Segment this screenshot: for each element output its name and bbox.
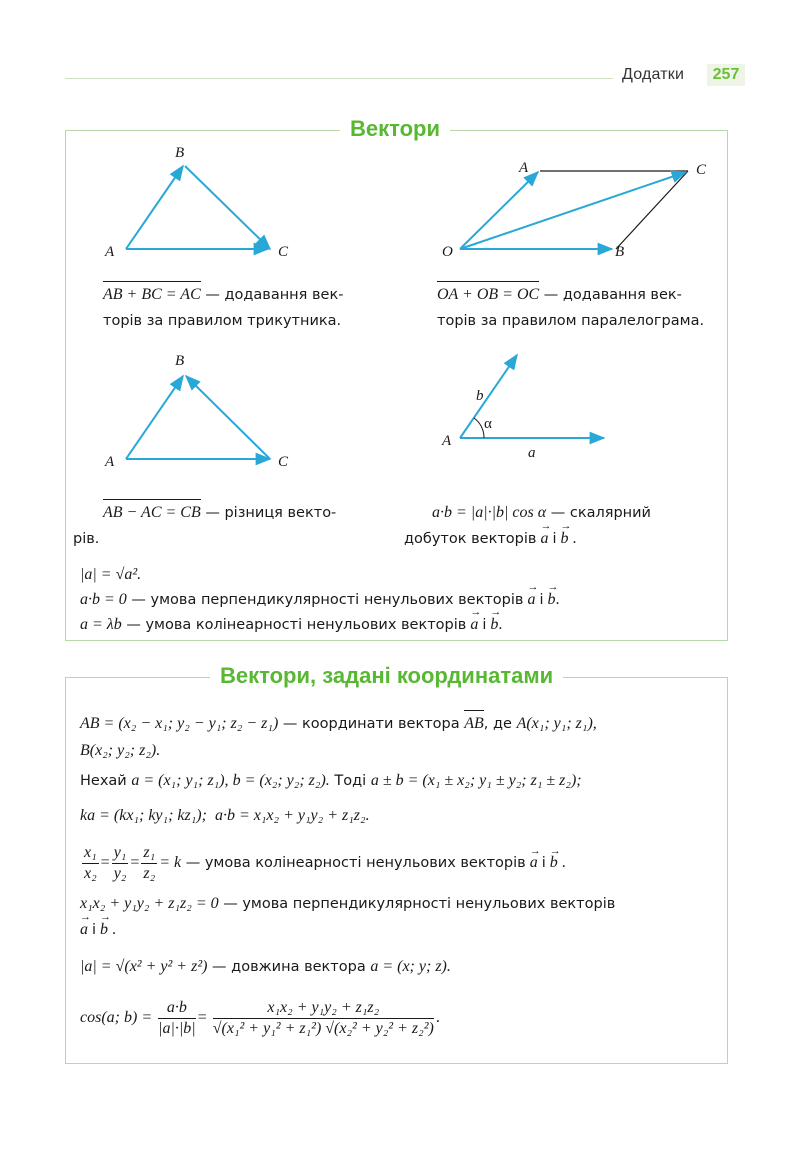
- caption-triangle-rule: AB + BC = AC — додавання век- торів за правилом трикутника.: [103, 282, 383, 334]
- page-number: 257: [707, 64, 745, 86]
- caption-difference: AB − AC = CB — різниця векто- рів.: [103, 500, 393, 552]
- header-section-title: Додатки: [622, 66, 685, 83]
- caption-dot-product: a·b = |a|·|b| cos α — скалярний добуток векторів → a і → b .: [432, 500, 722, 552]
- collinearity-condition: a = λb — умова колінеарності ненульових векторів → a і → b.: [80, 612, 720, 638]
- vector-cb: [186, 376, 270, 459]
- point-b-line: B(x₂; y₂; z₂).: [80, 742, 161, 759]
- label-c: C: [278, 244, 289, 260]
- vector-oa: [460, 172, 538, 249]
- vectors-title: Вектори: [340, 116, 450, 142]
- label-c: C: [696, 162, 707, 178]
- perpendicularity-condition: a·b = 0 — умова перпендикулярності ненульових векторів → a і → b.: [80, 587, 720, 613]
- coordinates-title: Вектори, задані координатами: [210, 663, 563, 689]
- vector-ab: [126, 166, 183, 249]
- triangle-sum-figure: [104, 145, 289, 260]
- label-b: B: [615, 244, 625, 260]
- caption-parallelogram-rule: OA + OB = OC — додавання век- торів за правилом паралелограма.: [437, 282, 727, 334]
- dot-product-figure: [441, 355, 604, 461]
- label-a: A: [519, 160, 529, 176]
- label-a: A: [442, 433, 452, 449]
- cosine-angle-line: cos(a; b) = $\frac{a\cdot b}{|a|\cdot|b|}$ = $\frac{\text{x₁x₂ + y₁y₂ + z₁z₂}}{\text{√(x₁² + y₁² + z₁²) √(x₂² + y₂² + z₂²)}}$ .: [80, 999, 440, 1037]
- sum-coordinates-line: Нехай a = (x₁; y₁; z₁), b = (x₂; y₂; z₂). Тоді a ± b = (x₁ ± x₂; y₁ ± y₂; z₁ ± z₂);: [80, 772, 582, 789]
- vector-length-formula: |a| = √a².: [80, 566, 142, 583]
- label-c: C: [278, 454, 289, 470]
- scalar-multiplication-line: ka = (kx₁; ky₁; kz₁); a·b = x₁x₂ + y₁y₂ + z₁z₂.: [80, 807, 370, 824]
- label-b: B: [175, 145, 185, 161]
- label-b: B: [175, 353, 185, 369]
- vector-coordinates-line: AB = (x₂ − x₁; y₂ − y₁; z₂ − z₁) — координати вектора AB, де A(x₁; y₁; z₁),: [80, 711, 720, 737]
- label-o: O: [442, 244, 453, 260]
- vector-ab: [126, 376, 183, 459]
- collinearity-coordinates-line: $\frac{\text{x₁}}{\text{x₂}}$ = $\frac{\text{y₁}}{\text{y₂}}$ = $\frac{\text{z₁}}{\text{z₂}}$ = k — умова колінеарності ненульових векторів → a і → b .: [80, 843, 720, 884]
- label-a-vector: a: [528, 445, 536, 461]
- triangle-difference-figure: [104, 353, 289, 470]
- label-a: A: [105, 454, 115, 470]
- label-b-vector: b: [476, 388, 484, 404]
- formula: AB + BC = AC: [103, 282, 201, 307]
- perpendicularity-coordinates-line: x₁x₂ + y₁y₂ + z₁z₂ = 0 — умова перпендикулярності ненульових векторів → a і → b .: [80, 891, 720, 943]
- vector-bc: [185, 166, 270, 249]
- parallelogram-figure: [442, 160, 707, 260]
- label-alpha: α: [484, 416, 492, 432]
- label-a: A: [105, 244, 115, 260]
- angle-arc: [474, 418, 484, 438]
- vector-length-coordinates-line: |a| = √(x² + y² + z²) — довжина вектора a = (x; y; z).: [80, 958, 451, 975]
